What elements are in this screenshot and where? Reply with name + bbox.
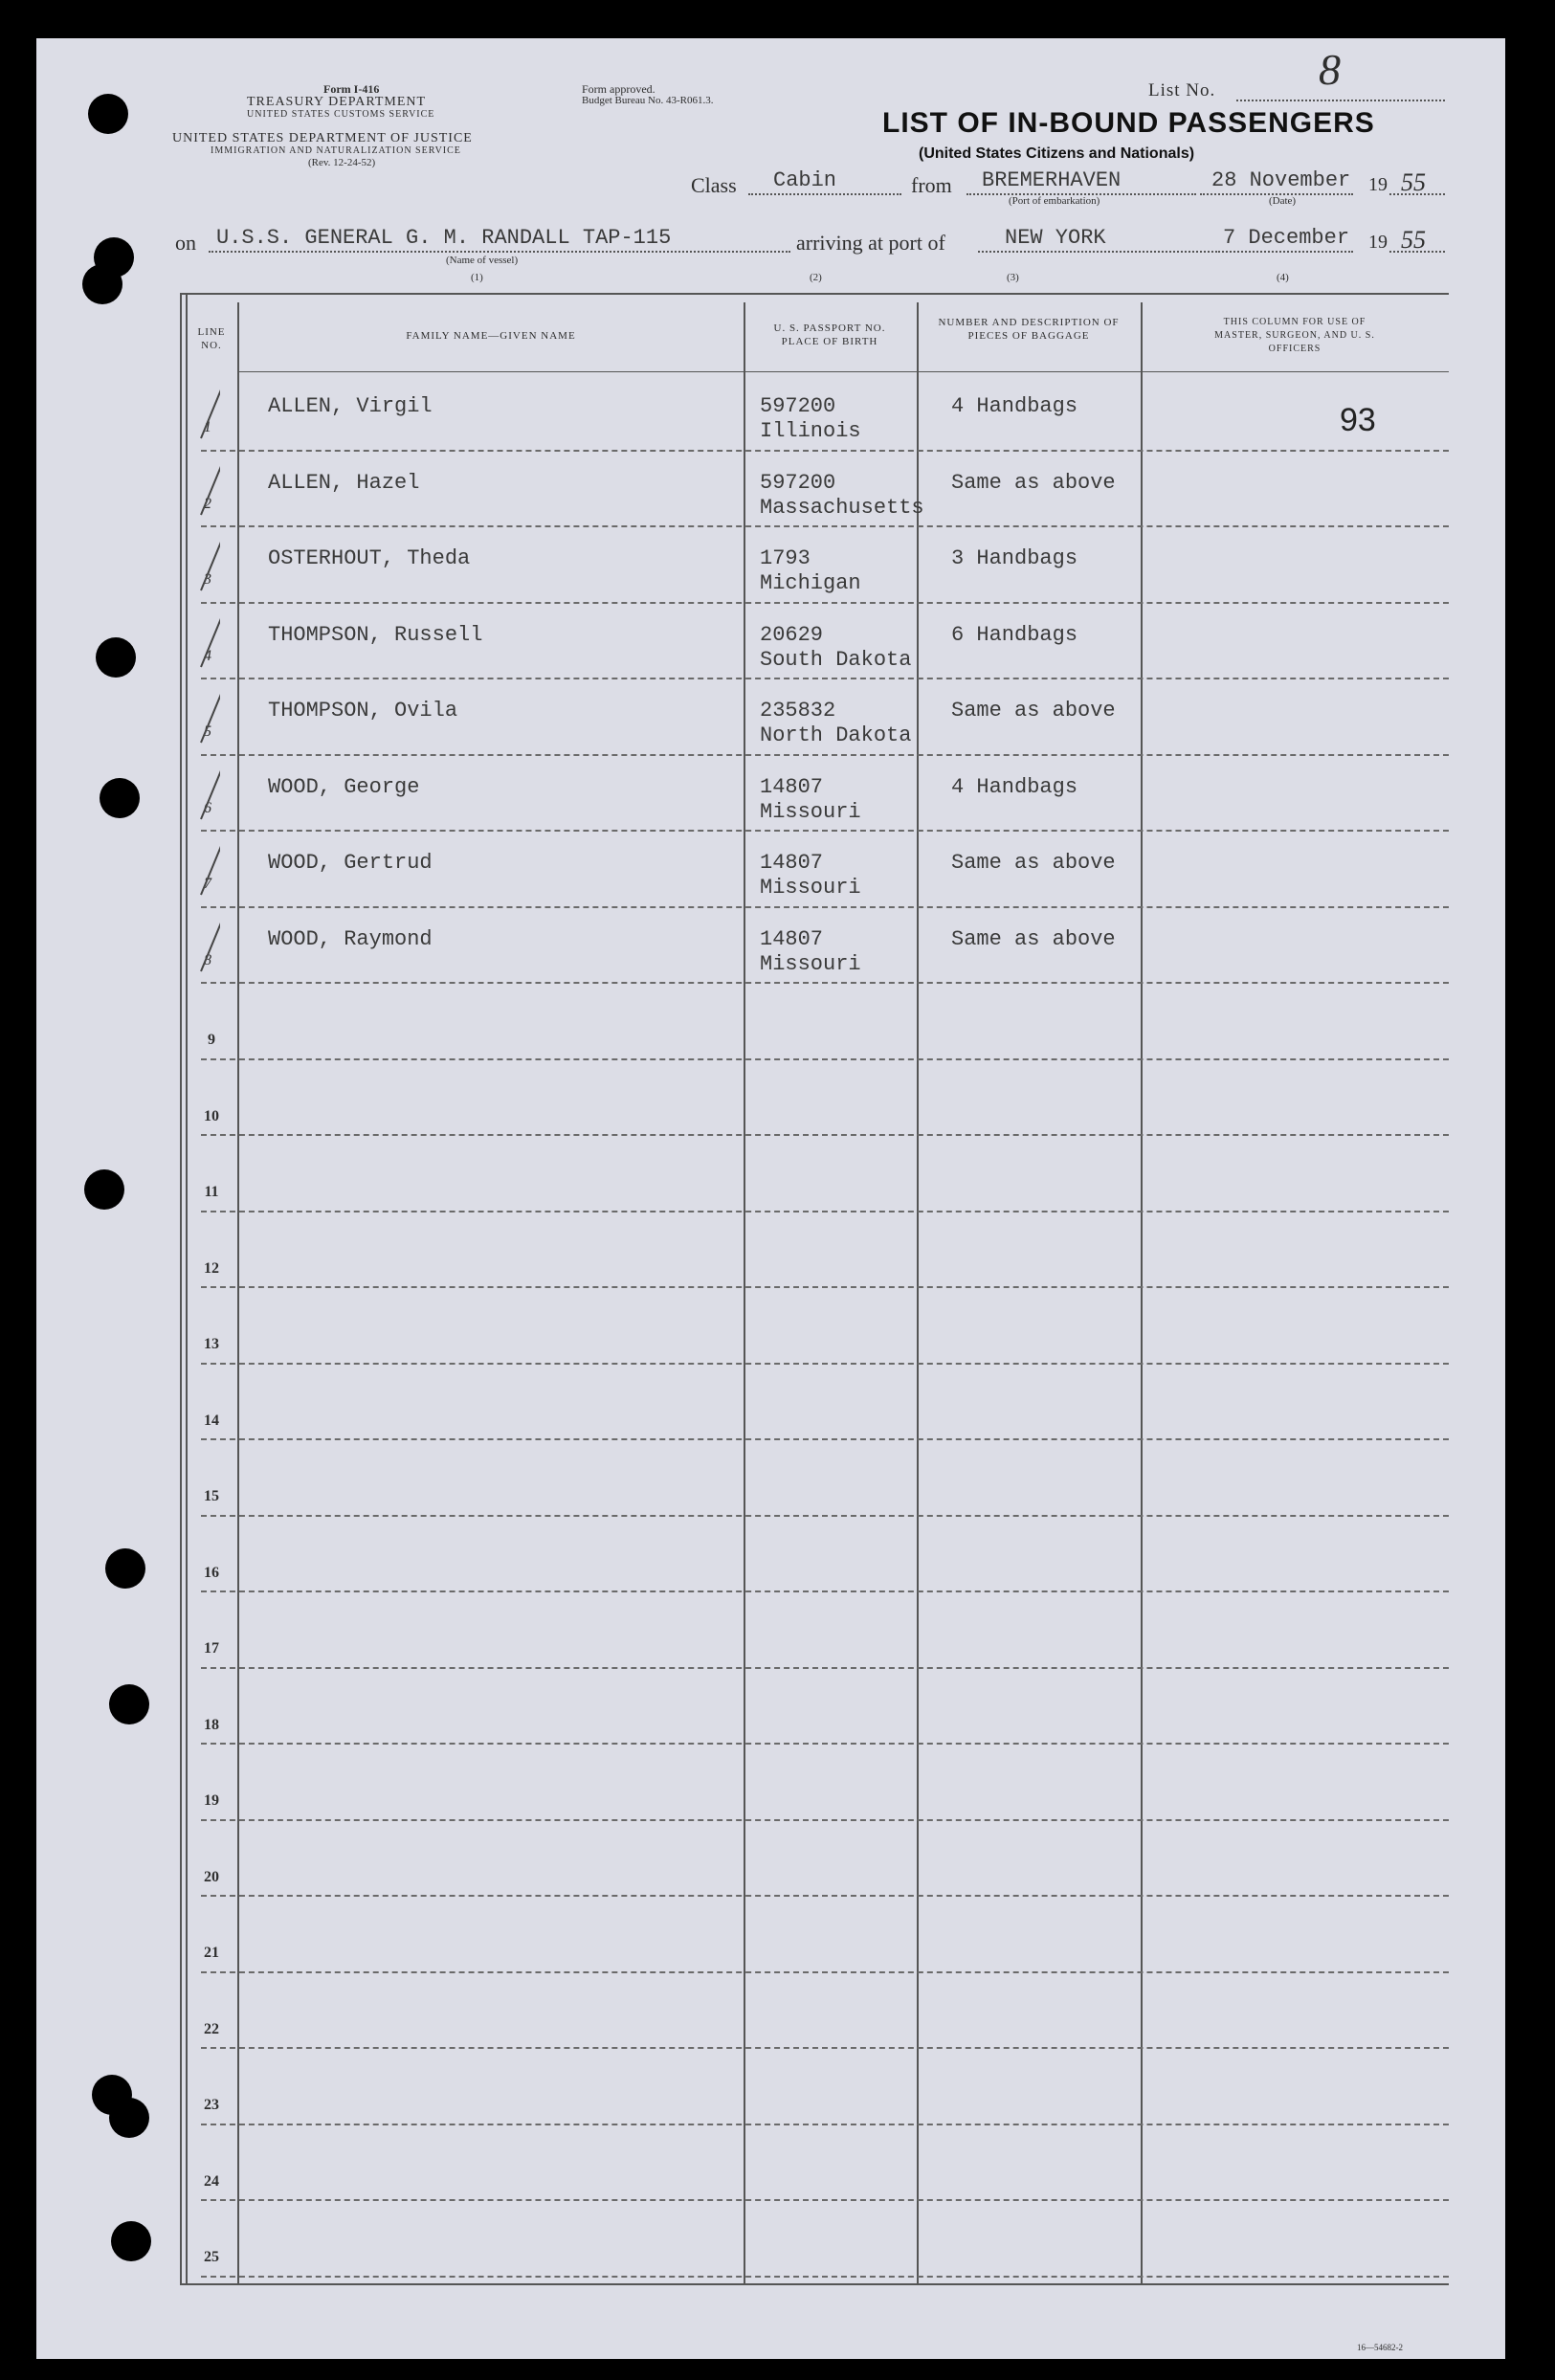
line-number: 23 — [204, 2097, 219, 2113]
line-number: 22 — [204, 2020, 219, 2037]
arriving-label: arriving at port of — [796, 231, 945, 255]
check-mark-icon — [191, 531, 220, 594]
passport-number: 597200 — [760, 470, 836, 495]
row-divider — [201, 1058, 1449, 1060]
line-number: 4 — [204, 647, 211, 664]
row-divider — [201, 982, 1449, 984]
place-of-birth: Illinois — [760, 419, 861, 443]
form-sheet — [36, 38, 1505, 2359]
row-divider — [201, 1438, 1449, 1440]
line-number: 14 — [204, 1412, 219, 1429]
baggage-description: Same as above — [951, 470, 1116, 495]
row-divider — [201, 678, 1449, 679]
header-name: FAMILY NAME—GIVEN NAME — [406, 330, 576, 342]
row-divider — [201, 1211, 1449, 1212]
place-of-birth: Missouri — [760, 951, 861, 976]
passport-number: 14807 — [760, 926, 824, 951]
line-number: 20 — [204, 1868, 219, 1885]
row-divider — [201, 2199, 1449, 2201]
departure-year: 55 — [1401, 168, 1426, 196]
on-label: on — [175, 231, 196, 255]
row-divider — [201, 525, 1449, 527]
place-of-birth: Missouri — [760, 876, 861, 900]
line-number: 21 — [204, 1945, 219, 1961]
line-number: 15 — [204, 1488, 219, 1504]
form-number: Form I-416 — [323, 82, 380, 96]
check-mark-icon — [191, 835, 220, 899]
department-of-justice: UNITED STATES DEPARTMENT OF JUSTICE — [172, 131, 473, 145]
header-passport: U. S. PASSPORT NO. PLACE OF BIRTH — [773, 323, 886, 347]
punch-hole — [84, 1169, 124, 1210]
passport-number: 14807 — [760, 774, 824, 799]
punch-hole — [82, 264, 122, 304]
vessel-name: U.S.S. GENERAL G. M. RANDALL TAP-115 — [216, 226, 672, 250]
row-divider — [201, 1515, 1449, 1517]
passenger-name: WOOD, Raymond — [268, 926, 433, 951]
class-label: Class — [691, 173, 737, 197]
date-caption: (Date) — [1269, 195, 1297, 207]
treasury-department: TREASURY DEPARTMENT — [247, 95, 427, 109]
baggage-description: Same as above — [951, 699, 1116, 723]
baggage-description: 4 Handbags — [951, 774, 1078, 799]
departure-year-prefix: 19 — [1368, 174, 1388, 195]
row-divider — [201, 450, 1449, 452]
row-divider — [201, 2047, 1449, 2049]
line-number: 16 — [204, 1564, 219, 1581]
punch-hole — [111, 2221, 151, 2261]
check-mark-icon — [191, 683, 220, 746]
passenger-name: WOOD, Gertrud — [268, 851, 433, 875]
document-subtitle: (United States Citizens and Nationals) — [919, 145, 1195, 162]
arrival-year: 55 — [1401, 226, 1426, 254]
line-number: 18 — [204, 1716, 219, 1733]
row-divider — [201, 602, 1449, 604]
line-number: 8 — [204, 951, 211, 968]
punch-hole — [100, 778, 140, 818]
row-divider — [201, 830, 1449, 832]
officer-note: 93 — [1340, 402, 1376, 438]
baggage-description: Same as above — [951, 926, 1116, 951]
class-value: Cabin — [773, 168, 837, 192]
line-number: 24 — [204, 2172, 219, 2190]
place-of-birth: South Dakota — [760, 647, 912, 672]
row-divider — [201, 1819, 1449, 1821]
row-divider — [201, 1971, 1449, 1973]
line-number: 2 — [204, 495, 211, 512]
check-mark-icon — [191, 912, 220, 975]
passenger-name: THOMPSON, Russell — [268, 622, 483, 647]
list-no-label: List No. — [1148, 80, 1216, 100]
row-divider — [201, 1286, 1449, 1288]
port-of-embarkation: BREMERHAVEN — [982, 168, 1122, 192]
passenger-name: WOOD, George — [268, 774, 420, 799]
line-number: 10 — [204, 1107, 219, 1124]
passport-number: 1793 — [760, 546, 811, 570]
baggage-description: 4 Handbags — [951, 394, 1078, 418]
place-of-birth: Missouri — [760, 799, 861, 824]
header-officers: THIS COLUMN FOR USE OF MASTER, SURGEON, AND U. S. OFFICERS — [1214, 317, 1375, 354]
row-divider — [201, 1667, 1449, 1669]
baggage-description: 3 Handbags — [951, 546, 1078, 570]
ins-service: IMMIGRATION AND NATURALIZATION SERVICE — [211, 145, 461, 156]
punch-hole — [109, 2098, 149, 2138]
passport-number: 14807 — [760, 851, 824, 875]
row-divider — [201, 1134, 1449, 1136]
line-number: 3 — [204, 571, 211, 588]
punch-hole — [96, 637, 136, 678]
punch-hole — [105, 1548, 145, 1589]
from-label: from — [911, 173, 952, 197]
departure-date: 28 November — [1211, 168, 1351, 192]
passport-number: 235832 — [760, 699, 836, 723]
form-approved: Form approved. — [582, 82, 655, 96]
line-number: 5 — [204, 723, 211, 740]
row-divider — [201, 906, 1449, 908]
passport-number: 20629 — [760, 622, 824, 647]
passenger-name: ALLEN, Virgil — [268, 394, 433, 418]
line-number: 19 — [204, 1792, 219, 1809]
caption-3: (3) — [1007, 272, 1019, 283]
place-of-birth: North Dakota — [760, 723, 912, 747]
vessel-caption: (Name of vessel) — [446, 255, 519, 266]
place-of-birth: Massachusetts — [760, 495, 924, 520]
caption-4: (4) — [1277, 272, 1289, 283]
form-revision: (Rev. 12-24-52) — [308, 157, 376, 168]
line-number: 6 — [204, 799, 211, 816]
line-number: 1 — [204, 419, 211, 435]
caption-1: (1) — [471, 272, 483, 283]
list-no-value: 8 — [1319, 45, 1341, 94]
customs-service: UNITED STATES CUSTOMS SERVICE — [247, 109, 435, 120]
baggage-description: Same as above — [951, 851, 1116, 875]
punch-hole — [88, 94, 128, 134]
header-baggage: NUMBER AND DESCRIPTION OF PIECES OF BAGGAGE — [938, 317, 1120, 342]
document-title: LIST OF IN-BOUND PASSENGERS — [882, 107, 1375, 139]
line-number: 17 — [204, 1640, 219, 1657]
line-number: 12 — [204, 1259, 219, 1277]
punch-hole — [109, 1684, 149, 1724]
arrival-year-prefix: 19 — [1368, 232, 1388, 253]
check-mark-icon — [191, 456, 220, 519]
check-mark-icon — [191, 608, 220, 671]
passenger-name: OSTERHOUT, Theda — [268, 546, 471, 570]
line-number: 25 — [204, 2249, 219, 2265]
baggage-description: 6 Handbags — [951, 622, 1078, 647]
passport-number: 597200 — [760, 394, 836, 418]
row-divider — [201, 1363, 1449, 1365]
port-embarkation-caption: (Port of embarkation) — [1009, 195, 1100, 207]
row-divider — [201, 2124, 1449, 2125]
header-line-no: LINE NO. — [197, 326, 226, 351]
row-divider — [201, 2276, 1449, 2278]
arrival-port: NEW YORK — [1005, 226, 1106, 250]
footer-code: 16—54682-2 — [1357, 2343, 1403, 2352]
check-mark-icon — [191, 760, 220, 823]
passenger-name: THOMPSON, Ovila — [268, 699, 458, 723]
row-divider — [201, 1743, 1449, 1745]
line-number: 13 — [204, 1336, 219, 1352]
line-number: 7 — [204, 876, 211, 892]
passenger-name: ALLEN, Hazel — [268, 470, 420, 495]
line-number: 11 — [204, 1184, 219, 1200]
row-divider — [201, 1590, 1449, 1592]
caption-2: (2) — [810, 272, 822, 283]
line-number: 9 — [208, 1032, 215, 1048]
budget-bureau-number: Budget Bureau No. 43-R061.3. — [582, 95, 714, 106]
arrival-date: 7 December — [1223, 226, 1350, 250]
check-mark-icon — [191, 379, 220, 442]
place-of-birth: Michigan — [760, 571, 861, 595]
row-divider — [201, 754, 1449, 756]
row-divider — [201, 1895, 1449, 1897]
